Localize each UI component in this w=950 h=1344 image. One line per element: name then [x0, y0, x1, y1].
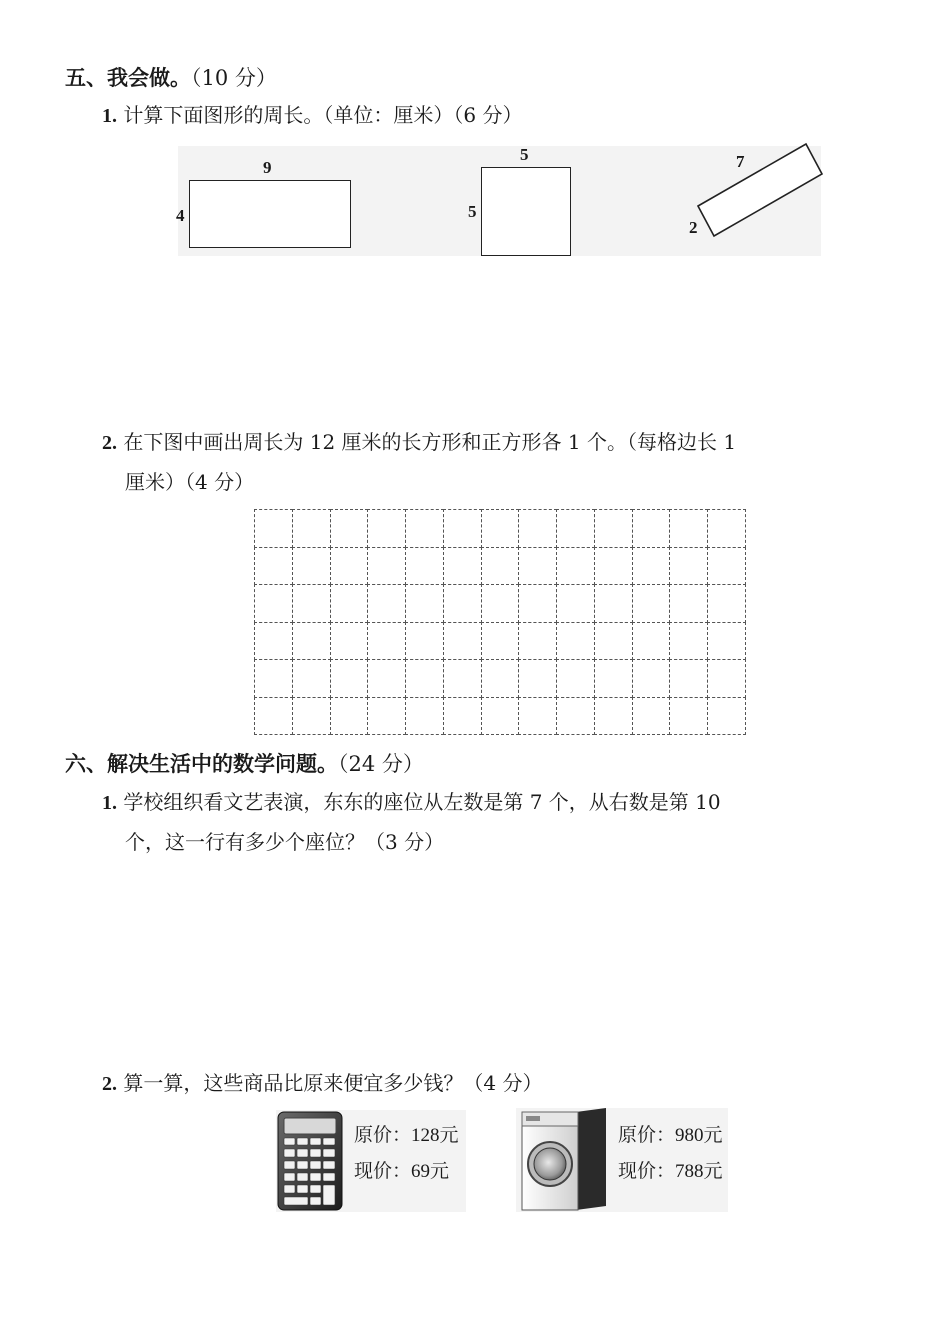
grid-cell[interactable]	[707, 659, 746, 698]
question-text: 计算下面图形的周长。（单位：厘米）（6 分）	[123, 103, 523, 127]
grid-cell[interactable]	[481, 622, 520, 661]
grid-cell[interactable]	[443, 622, 482, 661]
grid-cell[interactable]	[481, 659, 520, 698]
grid-cell[interactable]	[443, 509, 482, 548]
grid-cell[interactable]	[556, 697, 595, 736]
grid-cell[interactable]	[292, 547, 331, 586]
grid-cell[interactable]	[594, 622, 633, 661]
grid-cell[interactable]	[707, 584, 746, 623]
section-6-heading	[65, 748, 424, 778]
grid-cell[interactable]	[292, 509, 331, 548]
grid-cell[interactable]	[594, 697, 633, 736]
grid-cell[interactable]	[518, 659, 557, 698]
grid-cell[interactable]	[707, 697, 746, 736]
figure-3-long-label: 7	[736, 152, 745, 171]
question-text: 在下图中画出周长为 12 厘米的长方形和正方形各 1 个。（每格边长 1	[123, 430, 737, 454]
dotted-grid[interactable]	[254, 509, 745, 734]
grid-cell[interactable]	[481, 547, 520, 586]
grid-cell[interactable]	[367, 697, 406, 736]
grid-cell[interactable]	[594, 509, 633, 548]
grid-cell[interactable]	[707, 509, 746, 548]
grid-cell[interactable]	[632, 509, 671, 548]
question-text: 学校组织看文艺表演，东东的座位从左数是第 7 个，从右数是第 10	[123, 790, 721, 814]
figure-tilted-rectangle	[690, 140, 825, 240]
figure-2-left-label: 5	[468, 202, 477, 221]
grid-cell[interactable]	[367, 509, 406, 548]
grid-cell[interactable]	[669, 659, 708, 698]
calculator-icon	[276, 1110, 346, 1212]
grid-cell[interactable]	[481, 584, 520, 623]
grid-cell[interactable]	[669, 509, 708, 548]
grid-cell[interactable]	[443, 547, 482, 586]
section-5-heading	[65, 62, 277, 92]
washing-machine-icon	[516, 1108, 612, 1212]
product-1-current-price: 现价：69元	[354, 1161, 450, 1182]
grid-cell[interactable]	[292, 584, 331, 623]
product-1-original-price: 原价：128元	[354, 1125, 459, 1146]
figure-3-short-label: 2	[689, 218, 698, 237]
grid-cell[interactable]	[632, 547, 671, 586]
grid-cell[interactable]	[594, 547, 633, 586]
grid-cell[interactable]	[518, 584, 557, 623]
grid-cell[interactable]	[481, 509, 520, 548]
grid-cell[interactable]	[254, 659, 293, 698]
grid-cell[interactable]	[405, 509, 444, 548]
question-5-2-line-2: 厘米）（4 分）	[125, 470, 255, 494]
grid-cell[interactable]	[330, 584, 369, 623]
grid-cell[interactable]	[518, 547, 557, 586]
section-5-points: （10 分）	[191, 66, 277, 90]
grid-cell[interactable]	[707, 622, 746, 661]
figure-2-top-label: 5	[520, 145, 529, 164]
question-text: 算一算，这些商品比原来便宜多少钱？（4 分）	[123, 1071, 543, 1095]
grid-cell[interactable]	[405, 659, 444, 698]
question-6-2	[102, 1063, 542, 1104]
section-6-points: （24 分）	[338, 752, 424, 776]
grid-cell[interactable]	[518, 697, 557, 736]
grid-cell[interactable]	[330, 697, 369, 736]
question-6-1-line-1	[102, 782, 721, 823]
grid-cell[interactable]	[518, 622, 557, 661]
grid-cell[interactable]	[254, 584, 293, 623]
grid-cell[interactable]	[707, 547, 746, 586]
figure-1-left-label: 4	[176, 206, 185, 225]
question-number: 2.	[102, 432, 117, 454]
grid-cell[interactable]	[367, 584, 406, 623]
grid-cell[interactable]	[330, 659, 369, 698]
grid-cell[interactable]	[669, 547, 708, 586]
grid-cell[interactable]	[594, 659, 633, 698]
grid-cell[interactable]	[330, 547, 369, 586]
figure-1-top-label: 9	[263, 158, 272, 177]
grid-cell[interactable]	[594, 584, 633, 623]
question-5-1	[102, 95, 522, 136]
grid-cell[interactable]	[292, 659, 331, 698]
grid-cell[interactable]	[443, 697, 482, 736]
grid-cell[interactable]	[632, 659, 671, 698]
figure-rectangle	[189, 180, 351, 248]
grid-cell[interactable]	[330, 509, 369, 548]
grid-cell[interactable]	[443, 584, 482, 623]
grid-cell[interactable]	[669, 584, 708, 623]
grid-cell[interactable]	[367, 622, 406, 661]
grid-cell[interactable]	[518, 509, 557, 548]
grid-cell[interactable]	[254, 697, 293, 736]
grid-cell[interactable]	[669, 622, 708, 661]
grid-cell[interactable]	[481, 697, 520, 736]
grid-cell[interactable]	[556, 622, 595, 661]
grid-cell[interactable]	[443, 659, 482, 698]
question-5-2-line-1	[102, 422, 736, 463]
grid-cell[interactable]	[405, 584, 444, 623]
question-6-1-line-2: 个，这一行有多少个座位？（3 分）	[125, 830, 445, 854]
grid-cell[interactable]	[367, 659, 406, 698]
product-2-original-price: 原价：980元	[618, 1125, 723, 1146]
grid-cell[interactable]	[367, 547, 406, 586]
grid-cell[interactable]	[292, 697, 331, 736]
section-6-title: 六、解决生活中的数学问题。	[65, 751, 338, 776]
figure-square	[481, 167, 571, 256]
grid-cell[interactable]	[254, 547, 293, 586]
grid-cell[interactable]	[632, 697, 671, 736]
grid-cell[interactable]	[556, 547, 595, 586]
grid-cell[interactable]	[405, 697, 444, 736]
grid-cell[interactable]	[556, 584, 595, 623]
question-number: 1.	[102, 105, 117, 127]
grid-cell[interactable]	[669, 697, 708, 736]
grid-cell[interactable]	[556, 659, 595, 698]
grid-cell[interactable]	[330, 622, 369, 661]
grid-cell[interactable]	[254, 622, 293, 661]
grid-cell[interactable]	[405, 622, 444, 661]
grid-cell[interactable]	[556, 509, 595, 548]
product-2-current-price: 现价：788元	[618, 1161, 723, 1182]
grid-cell[interactable]	[405, 547, 444, 586]
grid-cell[interactable]	[632, 584, 671, 623]
grid-cell[interactable]	[254, 509, 293, 548]
question-number: 1.	[102, 792, 117, 814]
section-5-title: 五、我会做。	[65, 65, 191, 90]
grid-cell[interactable]	[292, 622, 331, 661]
grid-cell[interactable]	[632, 622, 671, 661]
question-number: 2.	[102, 1073, 117, 1095]
